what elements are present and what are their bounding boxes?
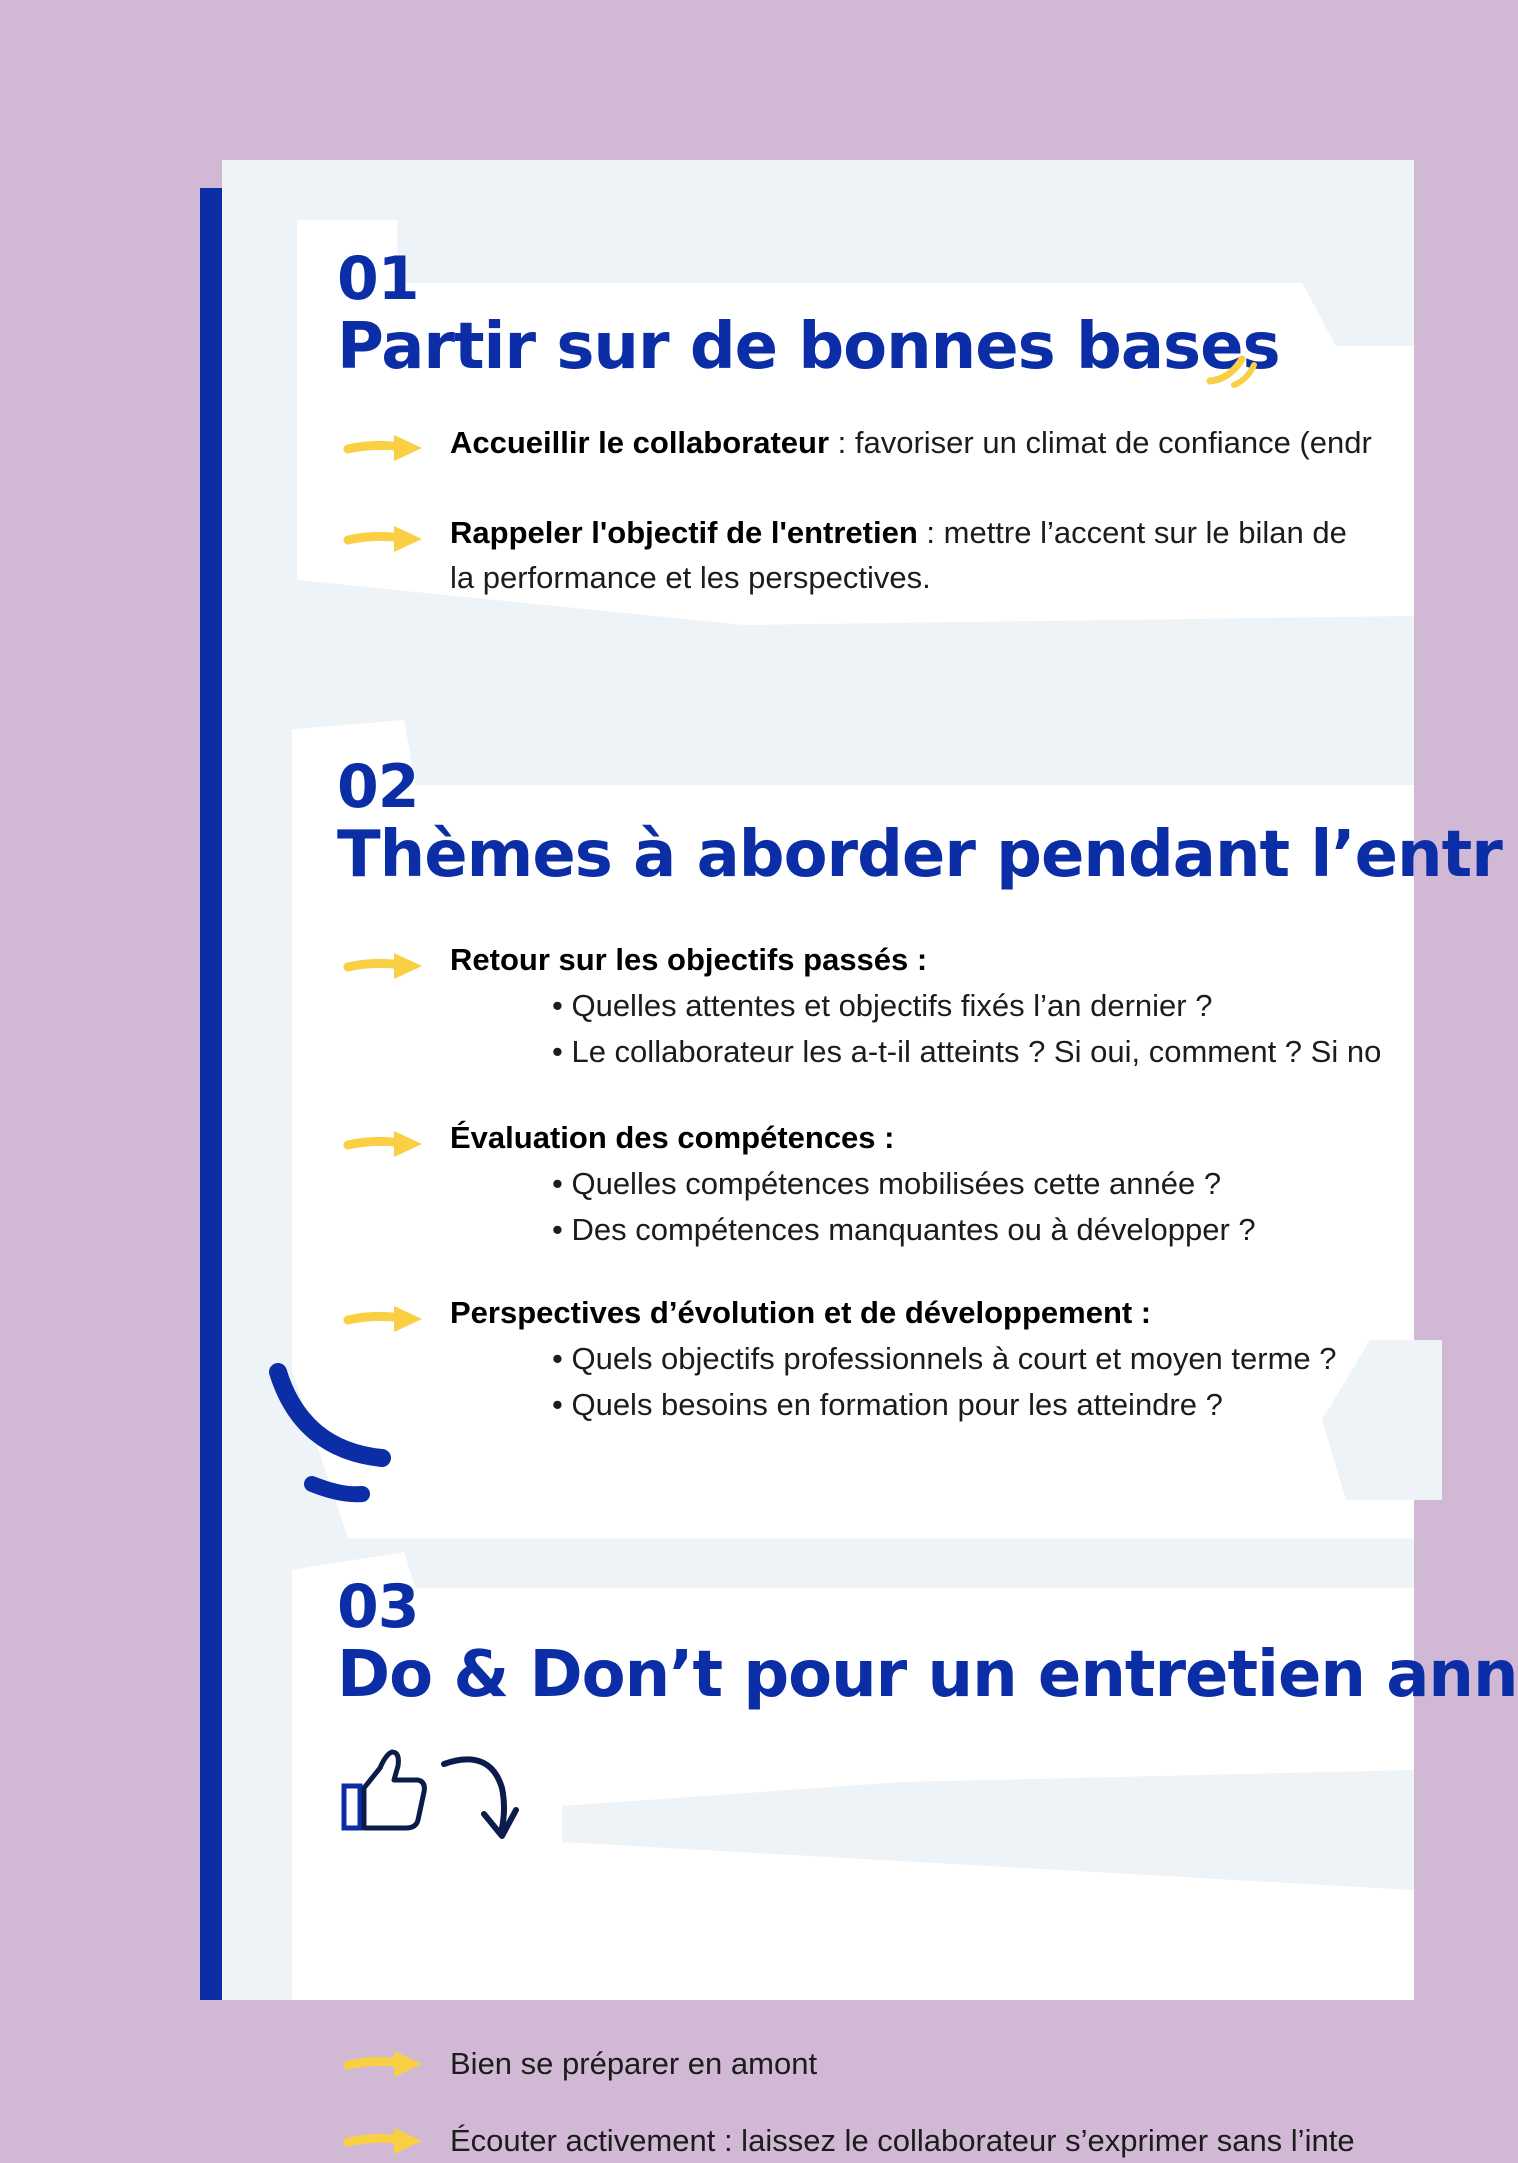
group-heading [450,1115,894,1160]
section-1-item-1 [450,420,1372,465]
bullet-item: • Des compétences manquantes ou à développer ? [552,1212,1256,1247]
bullet-arrow-icon [344,2124,426,2158]
section-2-title: Thèmes à aborder pendant l’entr [337,818,1502,892]
thumbs-up-icon [340,1746,430,1832]
section-1-item-2-line-2: la performance et les perspectives. [450,560,931,595]
group-heading-label: Retour sur les objectifs passés : [450,942,928,977]
brush-stroke-icon [262,1360,402,1520]
bullet-item: • Le collaborateur les a-t-il atteints ? Si oui, comment ? Si no [552,1034,1382,1069]
group-heading [450,1290,1151,1335]
sheet-edge-bar [200,188,222,2000]
section-3-item-1: Bien se préparer en amont [450,2046,818,2081]
group-heading-label: Perspectives d’évolution et de développement : [450,1295,1152,1330]
item-label: Rappeler l'objectif de l'entretien [450,515,918,550]
section-1-number: 01 [337,244,419,314]
section-3-number: 03 [337,1572,419,1642]
bullet-item: • Quels objectifs professionnels à court et moyen terme ? [552,1341,1337,1376]
section-1-item-2 [450,510,1347,555]
bullet-arrow-icon [344,2047,426,2081]
section-1-title: Partir sur de bonnes bases [337,310,1280,384]
bullet-item: • Quels besoins en formation pour les atteindre ? [552,1387,1223,1422]
bullet-arrow-icon [344,949,426,983]
highlight-squiggle-icon [1202,345,1262,395]
item-description: : favoriser un climat de confiance (endr [829,425,1372,460]
section-3-item-2: Écouter activement : laissez le collaborateur s’exprimer sans l’inte [450,2123,1355,2158]
bullet-arrow-icon [344,1127,426,1161]
section-2-number: 02 [337,752,419,822]
curved-arrow-down-icon [440,1748,540,1848]
item-description: : mettre l’accent sur le bilan de [917,515,1347,550]
item-label: Accueillir le collaborateur [450,425,830,460]
section-3-title: Do & Don’t pour un entretien ann [337,1638,1518,1712]
group-heading [450,937,927,982]
bullet-arrow-icon [344,522,426,556]
group-heading-label: Évaluation des compétences : [450,1120,895,1155]
bullet-item: • Quelles attentes et objectifs fixés l’an dernier ? [552,988,1213,1023]
bullet-arrow-icon [344,1302,426,1336]
bullet-item: • Quelles compétences mobilisées cette année ? [552,1166,1222,1201]
document-sheet [222,160,1518,2158]
bullet-arrow-icon [344,431,426,465]
